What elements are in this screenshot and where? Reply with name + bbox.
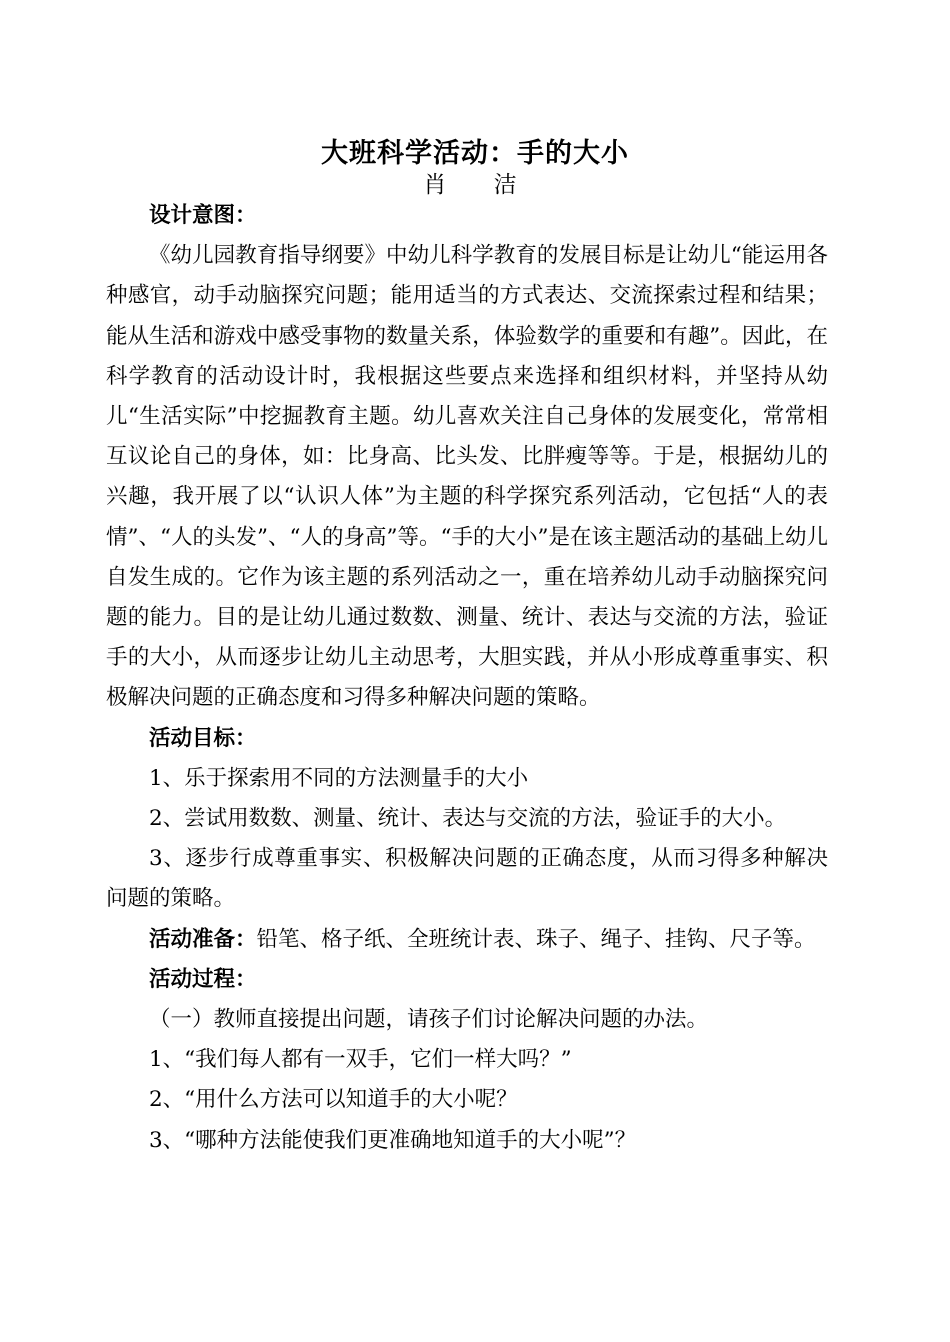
design-intent-paragraph: 《幼儿园教育指导纲要》中幼儿科学教育的发展目标是让幼儿“能运用各种感官，动手动脑探究问题；能用适当的方式表达、交流探索过程和结果；能从生活和游戏中感受事物的数量关系，体验数学的重要和有趣”。因此，在科学教育的活动设计时，我根据这些要点来选择和组织材料，并坚持从幼儿“生活实际”中挖掘教育主题。幼儿喜欢关注自己身体的发展变化，常常相互议论自己的身体，如：比身高、比头发、比胖瘦等等。于是，根据幼儿的兴趣，我开展了以“认识人体”为主题的科学探究系列活动，它包括“人的表情”、“人的头发”、“人的身高”等。“手的大小”是在该主题活动的基础上幼儿自发生成的。它作为该主题的系列活动之一，重在培养幼儿动手动脑探究问题的能力。目的是让幼儿通过数数、测量、统计、表达与交流的方法，验证手的大小，从而逐步让幼儿主动思考，大胆实践，并从小形成尊重事实、积极解决问题的正确态度和习得多种解决问题的策略。: [106, 243, 828, 711]
prep-heading: 活动准备：: [149, 926, 257, 952]
process-item-3: 2、“用什么方法可以知道手的大小呢？: [149, 1087, 518, 1113]
prep-text: 铅笔、格子纸、全班统计表、珠子、绳子、挂钩、尺子等。: [256, 926, 816, 952]
process-heading: 活动过程：: [149, 966, 257, 992]
goal-item-2: 2、尝试用数数、测量、统计、表达与交流的方法，验证手的大小。: [149, 806, 787, 832]
goal-item-1: 1、乐于探索用不同的方法测量手的大小: [149, 765, 529, 791]
process-item-1: （一）教师直接提出问题，请孩子们讨论解决问题的办法。: [149, 1007, 709, 1033]
design-intent-heading: 设计意图：: [149, 203, 257, 228]
document-author: 肖 洁: [423, 172, 537, 198]
document-body: [106, 196, 828, 1161]
process-item-4: 3、“哪种方法能使我们更准确地知道手的大小呢”？: [149, 1127, 637, 1153]
prep-paragraph: [106, 920, 828, 960]
goal-item-3: 3、逐步行成尊重事实、积极解决问题的正确态度，从而习得多种解决问题的策略。: [106, 846, 828, 912]
document-title: 大班科学活动：手的大小: [321, 138, 629, 169]
process-item-2: 1、“我们每人都有一双手，它们一样大吗？”: [149, 1047, 572, 1073]
goals-heading: 活动目标：: [149, 725, 257, 751]
